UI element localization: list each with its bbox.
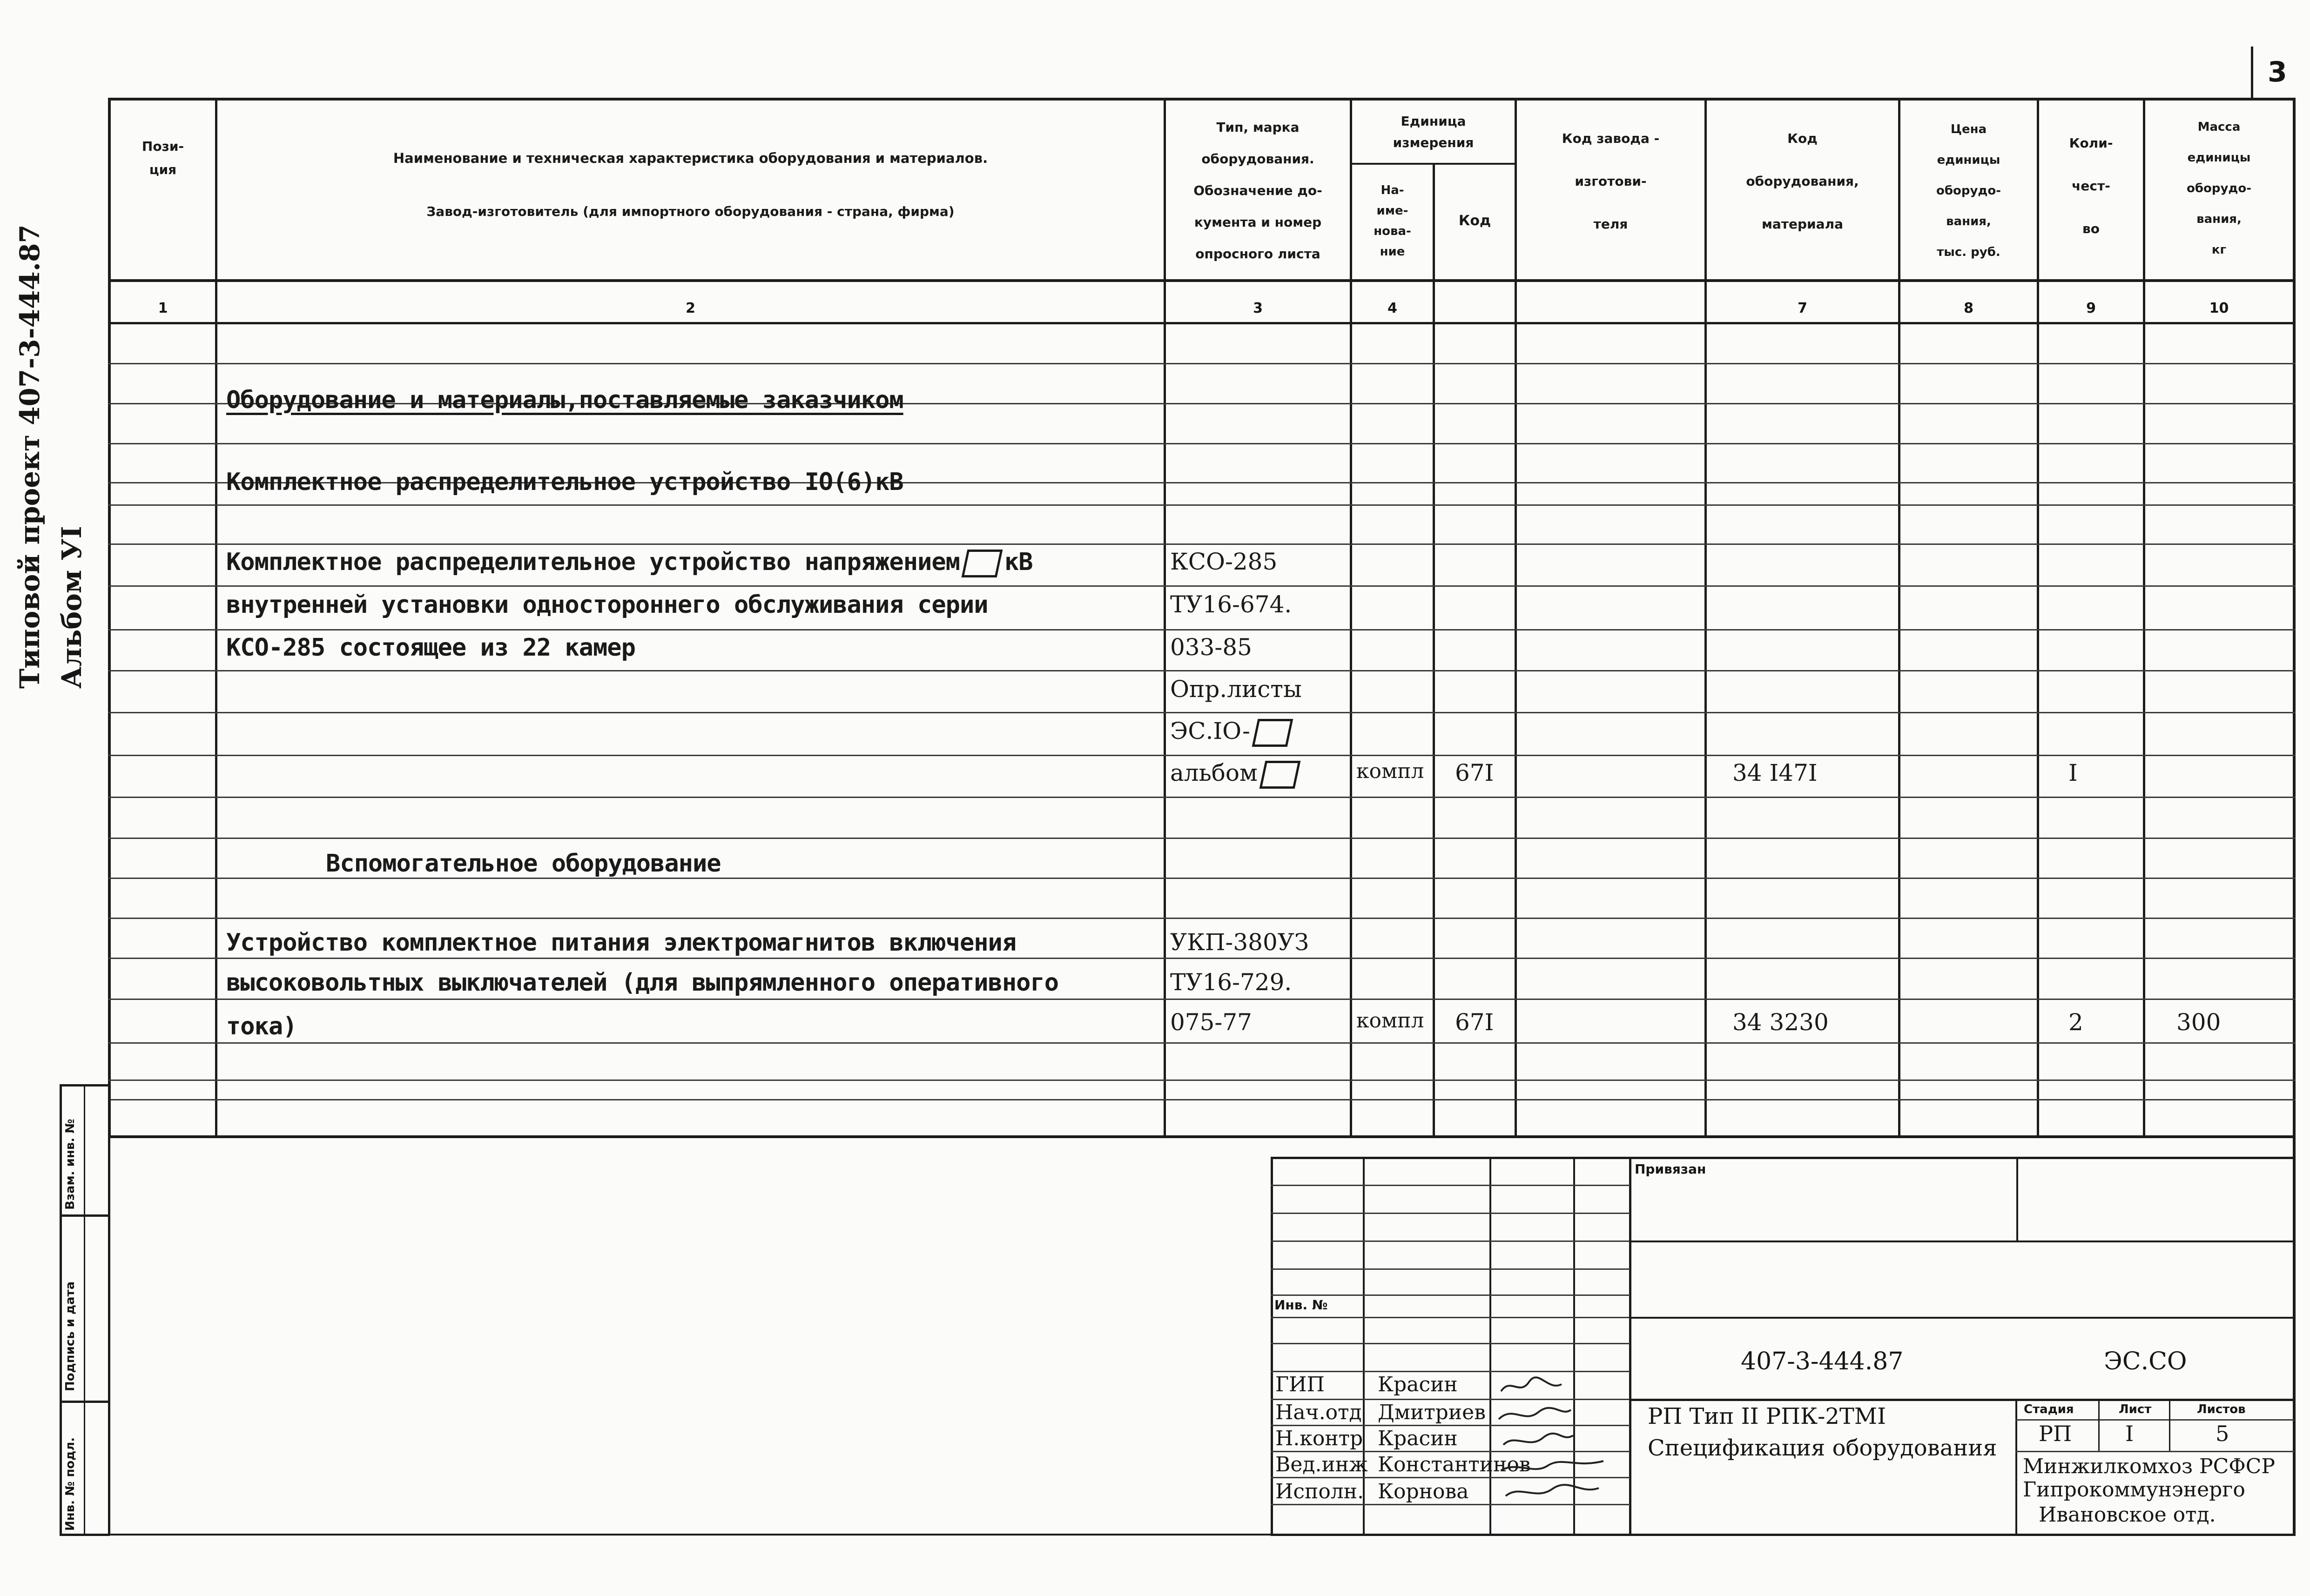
section-aux: Вспомогательное оборудование: [326, 850, 721, 878]
header-unit-code: Код: [1458, 213, 1491, 229]
type-ukp: УКП-380УЗ: [1170, 929, 1309, 956]
stage-value: РП: [2039, 1421, 2072, 1446]
type-opr-listy: Опр.листы: [1170, 676, 1302, 703]
sheet-value: I: [2125, 1421, 2134, 1446]
type-album: альбом: [1170, 759, 1302, 789]
colnum-4: 4: [1387, 300, 1397, 316]
role-nach-otd: Нач.отд: [1275, 1401, 1362, 1424]
title-line2: Спецификация оборудования: [1648, 1435, 1997, 1461]
type-tu-729: ТУ16-729.: [1170, 969, 1292, 996]
sheets-label: Листов: [2197, 1402, 2246, 1416]
side-project-label: Типовой проект 407-3-444.87: [14, 224, 46, 689]
sheet-label: Лист: [2119, 1402, 2152, 1416]
header-plant-code: Код завода - изготови- теля: [1562, 131, 1660, 232]
blank-es-box: [1252, 719, 1293, 747]
header-unit: Единица измерения: [1393, 114, 1474, 150]
equip-code-2: 34 3230: [1732, 1009, 1829, 1036]
header-quantity: Коли- чест- во: [2069, 135, 2113, 236]
row-kru-line1: Комплектное распределительное устройство напряжением кВ: [226, 548, 1033, 577]
unit-code-1: 67I: [1455, 759, 1494, 786]
org-line3: Ивановское отд.: [2039, 1503, 2216, 1527]
type-kso: КСО-285: [1170, 548, 1278, 575]
org-line1: Минжилкомхоз РСФСР: [2023, 1455, 2276, 1478]
colnum-9: 9: [2086, 300, 2096, 316]
type-075-77: 075-77: [1170, 1009, 1252, 1036]
stage-label: Стадия: [2024, 1402, 2074, 1416]
unit-kompl-1: компл: [1356, 759, 1424, 783]
role-n-kontr: Н.контр: [1275, 1427, 1363, 1450]
row-kru-line3: КСО-285 состоящее из 22 камер: [226, 634, 635, 662]
role-gip: ГИП: [1275, 1373, 1325, 1396]
header-manufacturer: Завод-изготовитель (для импортного оборудования - страна, фирма): [426, 204, 955, 219]
name-gip: Красин: [1378, 1373, 1458, 1396]
role-ispoln: Исполн.: [1275, 1480, 1364, 1503]
doc-code: 407-3-444.87: [1741, 1348, 1904, 1375]
unit-code-2: 67I: [1455, 1009, 1494, 1036]
header-name: Наименование и техническая характеристика оборудования и материалов.: [393, 150, 988, 166]
side-album-label: Альбом УI: [56, 526, 88, 689]
inv-dup-label: Взам. инв. №: [63, 1119, 77, 1210]
header-position: Пози- ция: [141, 139, 184, 177]
blank-voltage-box: [962, 550, 1003, 577]
title-line1: РП Тип II РПК-2ТМI: [1648, 1403, 1886, 1429]
qty-2: 2: [2068, 1009, 2083, 1036]
mass-2: 300: [2176, 1009, 2221, 1036]
row-kru-title: Комплектное распределительное устройство IO(6)кВ: [226, 468, 903, 496]
qty-1: I: [2068, 759, 2078, 786]
row-ukp-line2: высоковольтных выключателей (для выпрямленного оперативного: [226, 969, 1059, 997]
colnum-2: 2: [686, 300, 695, 316]
inv-orig-label: Инв. № подл.: [63, 1437, 77, 1531]
header-unit-name: На- име- нова- ние: [1374, 183, 1411, 259]
name-ved-inzh: Константинов: [1378, 1453, 1531, 1476]
colnum-3: 3: [1253, 300, 1263, 316]
header-equipment-code: Код оборудования, материала: [1746, 131, 1859, 232]
type-tu-674: ТУ16-674.: [1170, 591, 1292, 618]
name-nach-otd: Дмитриев: [1378, 1401, 1486, 1424]
unit-kompl-2: компл: [1356, 1009, 1424, 1033]
header-price: Цена единицы оборудо- вания, тыс. руб.: [1936, 122, 2001, 259]
sheets-value: 5: [2216, 1421, 2229, 1446]
signature-scribbles: [1492, 1373, 1631, 1508]
role-ved-inzh: Вед.инж: [1275, 1453, 1368, 1476]
row-ukp-line1: Устройство комплектное питания электромагнитов включения: [226, 929, 1017, 957]
org-line2: Гипрокоммунэнерго: [2023, 1478, 2245, 1502]
colnum-8: 8: [1964, 300, 1973, 316]
header-type: Тип, марка оборудования. Обозначение до- кумента и номер опросного листа: [1193, 120, 1322, 262]
blank-album-box: [1259, 761, 1301, 789]
header-mass: Масса единицы оборудо- вания, кг: [2186, 120, 2252, 257]
section-title: Оборудование и материалы,поставляемые заказчиком: [226, 386, 903, 414]
sign-date-label: Подпись и дата: [63, 1281, 77, 1391]
row-ukp-line3: тока): [226, 1013, 297, 1040]
equip-code-1: 34 I47I: [1732, 759, 1818, 786]
colnum-1: 1: [158, 300, 168, 316]
inv-no-label: Инв. №: [1274, 1297, 1328, 1313]
privyazan-label: Привязан: [1635, 1161, 1706, 1177]
colnum-10: 10: [2209, 300, 2229, 316]
type-es-io: ЭС.IO-: [1170, 718, 1295, 747]
colnum-7: 7: [1798, 300, 1807, 316]
doc-mark: ЭС.СО: [2104, 1348, 2187, 1375]
name-n-kontr: Красин: [1378, 1427, 1458, 1450]
type-033-85: 033-85: [1170, 634, 1252, 661]
name-ispoln: Корнова: [1378, 1480, 1469, 1503]
row-kru-line2: внутренней установки одностороннего обслуживания серии: [226, 591, 988, 619]
page-number: 3: [2268, 56, 2287, 88]
